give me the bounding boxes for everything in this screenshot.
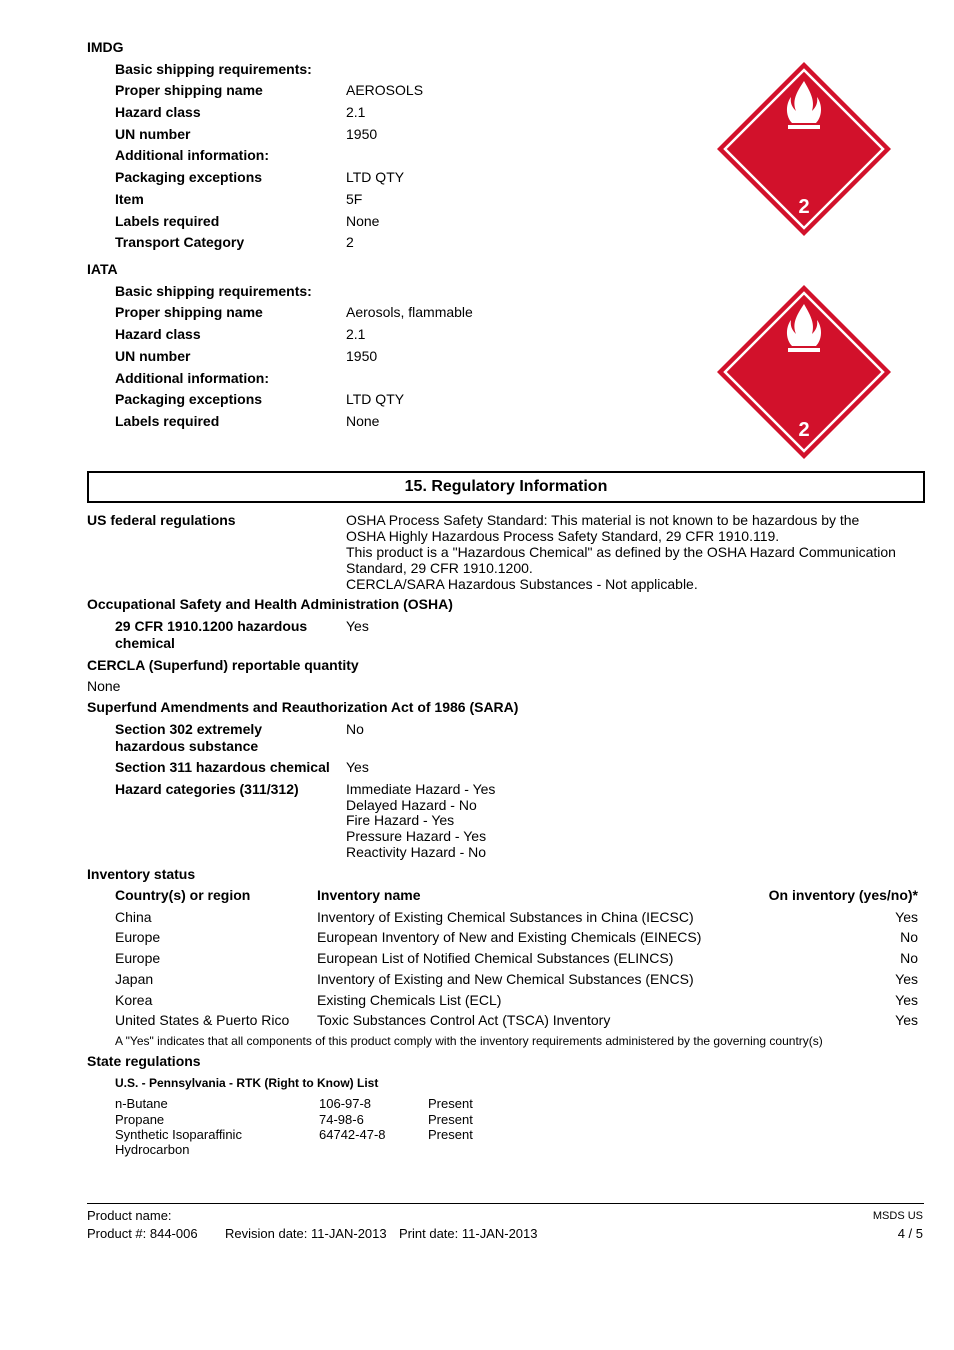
inventory-name: European List of Notified Chemical Substances (ELINCS) bbox=[317, 950, 674, 966]
inventory-name: Existing Chemicals List (ECL) bbox=[317, 992, 502, 1008]
iata-value: 2.1 bbox=[346, 326, 366, 342]
imdg-placard-number: 2 bbox=[798, 196, 810, 218]
imdg-label: Item bbox=[115, 191, 144, 207]
inventory-country: Europe bbox=[115, 929, 161, 945]
inventory-note: A "Yes" indicates that all components of this product comply with the inventory requirements administered by the governing country(s) bbox=[115, 1034, 823, 1048]
inventory-name: Inventory of Existing and New Chemical Substances (ENCS) bbox=[317, 971, 694, 987]
inventory-name: European Inventory of New and Existing Chemicals (EINECS) bbox=[317, 929, 702, 945]
us-federal-line: OSHA Process Safety Standard: This material is not known to be hazardous by the bbox=[346, 512, 860, 528]
pa-substance: Propane bbox=[115, 1112, 165, 1127]
pa-cas: 74-98-6 bbox=[319, 1112, 364, 1127]
inventory-name: Inventory of Existing Chemical Substances in China (IECSC) bbox=[317, 909, 694, 925]
us-federal-line: This product is a "Hazardous Chemical" as defined by the OSHA Hazard Communication bbox=[346, 544, 896, 560]
hazard-category: Fire Hazard - Yes bbox=[346, 812, 455, 828]
pa-status: Present bbox=[428, 1096, 473, 1111]
imdg-additional-info: Additional information: bbox=[115, 147, 269, 163]
us-federal-line: OSHA Highly Hazardous Process Safety Standard, 29 CFR 1910.119. bbox=[346, 528, 780, 544]
iata-value: Aerosols, flammable bbox=[346, 304, 473, 320]
hazard-category: Immediate Hazard - Yes bbox=[346, 781, 496, 797]
iata-additional-info: Additional information: bbox=[115, 370, 269, 386]
iata-value: None bbox=[346, 413, 380, 429]
inventory-country: Korea bbox=[115, 992, 153, 1008]
pa-substance-cont: Hydrocarbon bbox=[115, 1142, 190, 1157]
hazard-category: Delayed Hazard - No bbox=[346, 797, 477, 813]
footer-product-number: Product #: 844-006 bbox=[87, 1226, 198, 1241]
imdg-label: Packaging exceptions bbox=[115, 169, 263, 185]
cercla-heading: CERCLA (Superfund) reportable quantity bbox=[87, 657, 359, 673]
hazard-category: Reactivity Hazard - No bbox=[346, 844, 487, 860]
cercla-value: None bbox=[87, 678, 121, 694]
inventory-on: Yes bbox=[895, 909, 918, 925]
imdg-label: Hazard class bbox=[115, 104, 201, 120]
sara302-value: No bbox=[346, 721, 364, 737]
hazard-categories-label: Hazard categories (311/312) bbox=[115, 781, 299, 797]
imdg-value: 2.1 bbox=[346, 104, 366, 120]
iata-basic-requirements: Basic shipping requirements: bbox=[115, 283, 312, 299]
imdg-label: Proper shipping name bbox=[115, 82, 263, 98]
osha-label-cont: chemical bbox=[115, 635, 175, 651]
inventory-country: Japan bbox=[115, 971, 154, 987]
footer-product-name: Product name: bbox=[87, 1208, 172, 1223]
imdg-value: 1950 bbox=[346, 126, 378, 142]
inventory-heading: Inventory status bbox=[87, 866, 196, 882]
flammable-gas-placard-icon bbox=[716, 61, 892, 237]
pa-cas: 64742-47-8 bbox=[319, 1127, 386, 1142]
imdg-heading: IMDG bbox=[87, 39, 124, 55]
imdg-label: UN number bbox=[115, 126, 191, 142]
sara302-label: Section 302 extremely bbox=[115, 721, 263, 737]
imdg-value: 2 bbox=[346, 234, 354, 250]
inventory-country: United States & Puerto Rico bbox=[115, 1012, 290, 1028]
osha-value: Yes bbox=[346, 618, 369, 634]
iata-label: Labels required bbox=[115, 413, 220, 429]
imdg-value: 5F bbox=[346, 191, 363, 207]
imdg-value: AEROSOLS bbox=[346, 82, 424, 98]
iata-placard-number: 2 bbox=[798, 419, 810, 441]
footer-print-date: Print date: 11-JAN-2013 bbox=[399, 1226, 538, 1241]
footer-page-number: 4 / 5 bbox=[897, 1226, 923, 1241]
state-regulations-heading: State regulations bbox=[87, 1053, 201, 1069]
osha-heading: Occupational Safety and Health Administration (OSHA) bbox=[87, 596, 453, 612]
imdg-label: Labels required bbox=[115, 213, 220, 229]
sara302-label-cont: hazardous substance bbox=[115, 738, 259, 754]
inventory-country: China bbox=[115, 909, 152, 925]
pa-substance: n-Butane bbox=[115, 1096, 168, 1111]
inventory-col-on: On inventory (yes/no)* bbox=[768, 887, 918, 903]
inventory-name: Toxic Substances Control Act (TSCA) Inventory bbox=[317, 1012, 611, 1028]
sara-heading: Superfund Amendments and Reauthorization Act of 1986 (SARA) bbox=[87, 699, 519, 715]
section-15-title: 15. Regulatory Information bbox=[87, 471, 925, 503]
inventory-country: Europe bbox=[115, 950, 161, 966]
inventory-col-country: Country(s) or region bbox=[115, 887, 251, 903]
pa-rtk-heading: U.S. - Pennsylvania - RTK (Right to Know) List bbox=[115, 1076, 379, 1090]
flammable-gas-placard-icon bbox=[716, 284, 892, 460]
pa-substance: Synthetic Isoparaffinic bbox=[115, 1127, 242, 1142]
us-federal-line: Standard, 29 CFR 1910.1200. bbox=[346, 560, 533, 576]
iata-value: LTD QTY bbox=[346, 391, 405, 407]
sara311-label: Section 311 hazardous chemical bbox=[115, 759, 330, 775]
inventory-on: No bbox=[900, 950, 918, 966]
hazard-category: Pressure Hazard - Yes bbox=[346, 828, 487, 844]
iata-label: Packaging exceptions bbox=[115, 391, 263, 407]
iata-label: UN number bbox=[115, 348, 191, 364]
pa-cas: 106-97-8 bbox=[319, 1096, 372, 1111]
inventory-on: Yes bbox=[895, 971, 918, 987]
imdg-value: None bbox=[346, 213, 380, 229]
footer-revision-date: Revision date: 11-JAN-2013 bbox=[225, 1226, 387, 1241]
inventory-on: Yes bbox=[895, 1012, 918, 1028]
iata-label: Proper shipping name bbox=[115, 304, 263, 320]
pa-status: Present bbox=[428, 1112, 473, 1127]
pa-status: Present bbox=[428, 1127, 473, 1142]
iata-label: Hazard class bbox=[115, 326, 201, 342]
inventory-on: No bbox=[900, 929, 918, 945]
footer-divider bbox=[87, 1203, 924, 1204]
imdg-basic-requirements: Basic shipping requirements: bbox=[115, 61, 312, 77]
inventory-on: Yes bbox=[895, 992, 918, 1008]
footer-doc-type: MSDS US bbox=[872, 1210, 923, 1222]
inventory-col-name: Inventory name bbox=[317, 887, 421, 903]
imdg-value: LTD QTY bbox=[346, 169, 405, 185]
osha-label: 29 CFR 1910.1200 hazardous bbox=[115, 618, 308, 634]
us-federal-label: US federal regulations bbox=[87, 512, 236, 528]
imdg-label: Transport Category bbox=[115, 234, 245, 250]
sara311-value: Yes bbox=[346, 759, 369, 775]
us-federal-line: CERCLA/SARA Hazardous Substances - Not applicable. bbox=[346, 576, 698, 592]
iata-heading: IATA bbox=[87, 261, 118, 277]
iata-value: 1950 bbox=[346, 348, 378, 364]
